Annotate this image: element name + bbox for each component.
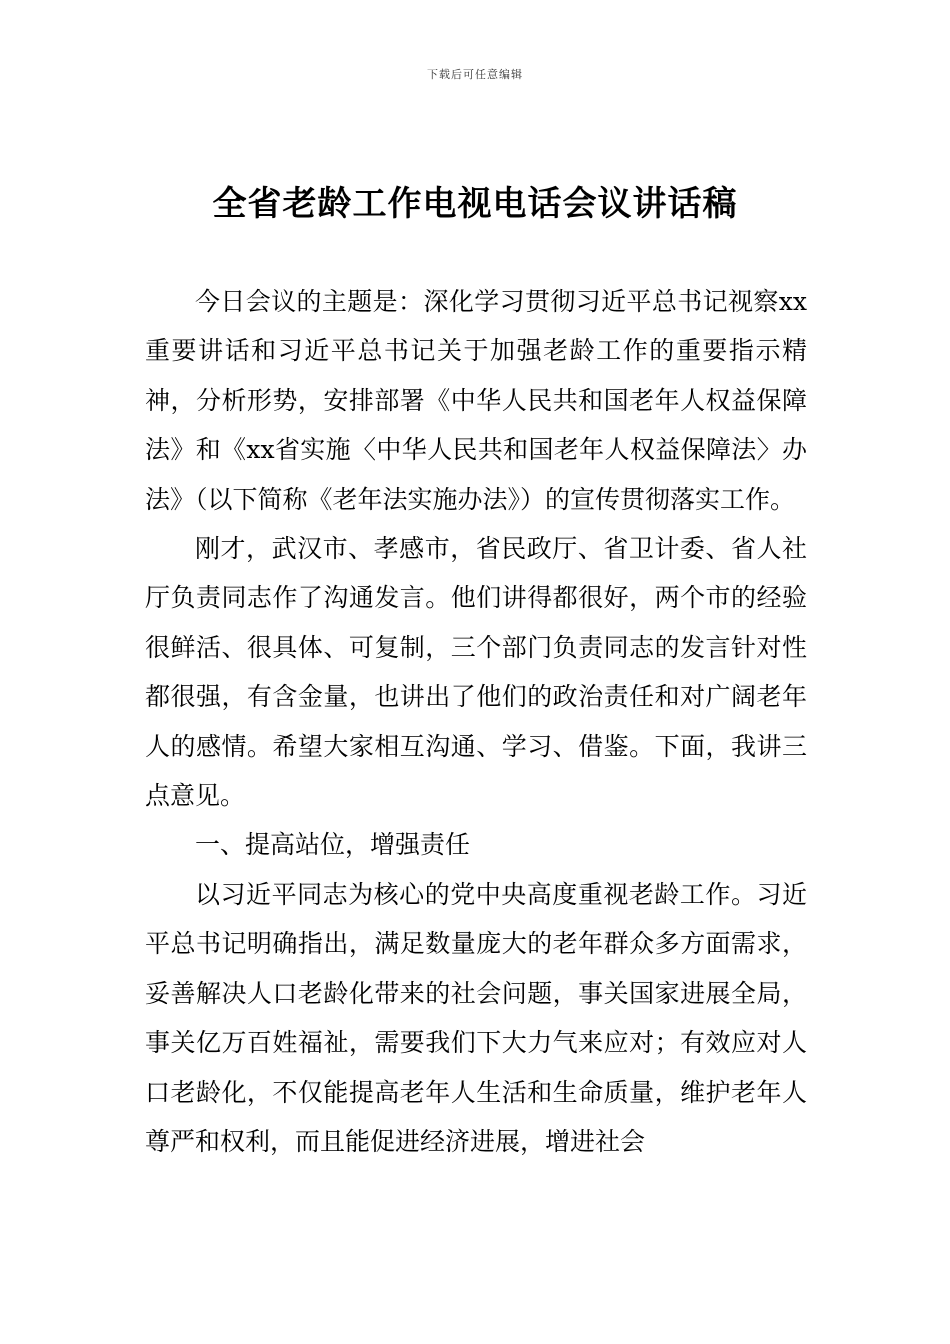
section-heading-1: 一、提高站位，增强责任 [195,830,471,860]
paragraph-central-committee: 以习近平同志为核心的党中央高度重视老龄工作。习近平总书记明确指出，满足数量庞大的老年群众多方面需求，妥善解决人口老龄化带来的社会问题，事关国家进展全局，事关亿万百姓福祉，需要我们下大力气来应对；有效应对人口老龄化，不仅能提高老年人生活和生命质量，维护老年人尊严和权利，而且能促进经济进展，增进社会 [145,879,807,1156]
document-body [145,277,807,1166]
paragraph-meeting-theme: 今日会议的主题是：深化学习贯彻习近平总书记视察xx重要讲话和习近平总书记关于加强老龄工作的重要指示精神，分析形势，安排部署《中华人民共和国老年人权益保障法》和《xx省实施〈中华人民共和国老年人权益保障法〉办法》（以下简称《老年法实施办法》）的宣传贯彻落实工作。 [145,287,807,514]
header-note: 下载后可任意编辑 [427,68,523,81]
paragraph-exchange-remarks: 刚才，武汉市、孝感市，省民政厅、省卫计委、省人社厅负责同志作了沟通发言。他们讲得都很好，两个市的经验很鲜活、很具体、可复制，三个部门负责同志的发言针对性都很强，有含金量，也讲出了他们的政治责任和对广阔老年人的感情。希望大家相互沟通、学习、借鉴。下面，我讲三点意见。 [145,534,807,811]
document-title: 全省老龄工作电视电话会议讲话稿 [212,184,738,224]
